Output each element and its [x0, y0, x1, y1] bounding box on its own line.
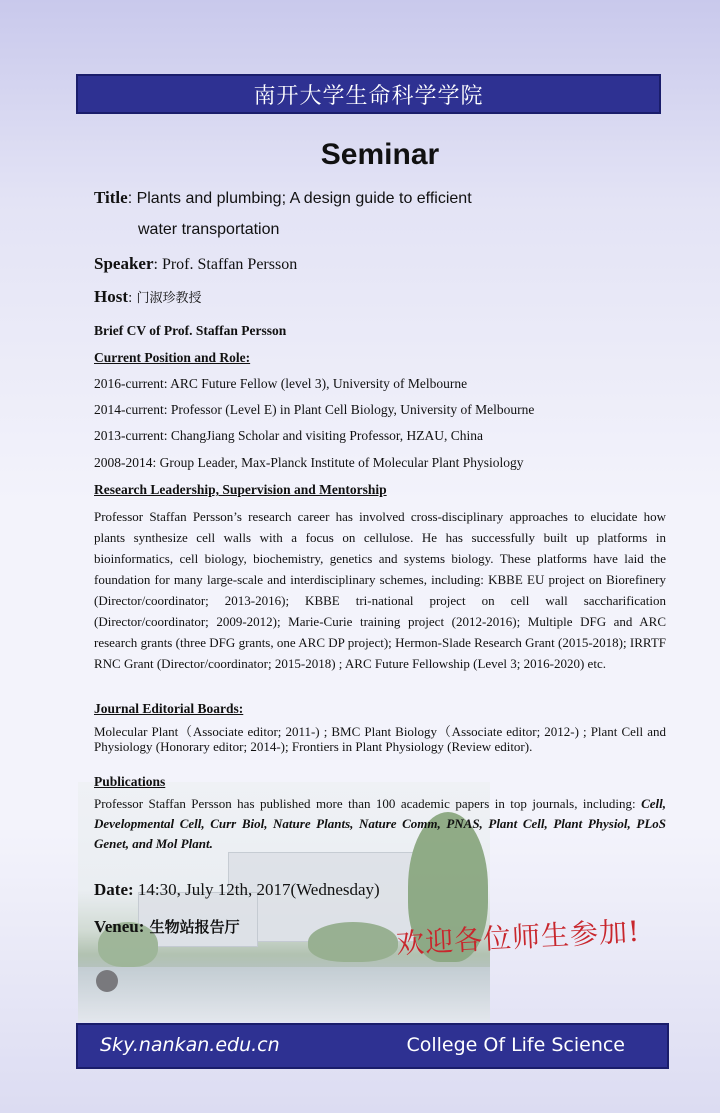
event-venue: [94, 916, 240, 937]
date-label: Date:: [94, 880, 134, 899]
host-field: [94, 287, 202, 307]
speaker-value: : Prof. Staffan Persson: [153, 256, 298, 273]
venue-value: 生物站报告厅: [144, 918, 240, 936]
title-label: Title: [94, 188, 128, 207]
talk-title-line-2: water transportation: [138, 221, 280, 238]
publications-heading: Publications: [94, 774, 166, 789]
event-date: [94, 880, 380, 900]
date-value: 14:30, July 12th, 2017(Wednesday): [133, 880, 380, 899]
editorial-paragraph: Molecular Plant（Associate editor; 2011-) ; BMC Plant Biology（Associate editor; 2012-) ; Plant Cell and Physiology (Honorary editor; 2014-); Frontiers in Plant Physiology (Review editor).: [94, 724, 666, 754]
title-text-1: : Plants and plumbing; A design guide to efficient: [127, 190, 472, 207]
editorial-heading: Journal Editorial Boards:: [94, 701, 244, 716]
publications-paragraph: [94, 794, 666, 854]
cv-heading: Brief CV of Prof. Staffan Persson: [94, 323, 287, 338]
positions-heading: Current Position and Role:: [94, 350, 251, 365]
water-shape: [78, 967, 490, 1022]
website-link[interactable]: Sky.nankan.edu.cn: [100, 1034, 280, 1056]
position-item: 2008-2014: Group Leader, Max-Planck Institute of Molecular Plant Physiology: [94, 455, 524, 470]
research-paragraph: Professor Staffan Persson’s research career has involved cross-disciplinary approaches to elucidate how plants synthesize cell walls with a focus on cellulose. He has successfully built up platforms in bioinformatics, cell biology, biochemistry, genetics and systems biology. These platforms have laid the foundation for many large-scale and interdisciplinary schemes, including: KBBE EU project on Biorefinery (Director/coordinator; 2013-2016); KBBE tri-national project on cell wall saccharification (Director/coordinator; 2009-2012); Marie-Curie training project (2012-2016); Multiple DFG and ARC research grants (three DFG grants, one ARC DP project); Hermon-Slade Research Grant (2015-2018); IRRTF RNC Grant (Director/coordinator; 2015-2018) ; ARC Future Fellowship (Level 3; 2016-2020) etc.: [94, 509, 666, 671]
publications-text: Professor Staffan Persson has published more than 100 academic papers in top journals, including:: [94, 796, 642, 811]
host-label: Host: [94, 287, 128, 306]
footer-banner: [76, 1023, 669, 1069]
welcome-message: 欢迎各位师生参加!: [395, 914, 642, 961]
speaker-label: Speaker: [94, 254, 154, 273]
position-item: 2013-current: ChangJiang Scholar and visiting Professor, HZAU, China: [94, 428, 484, 443]
position-item: 2016-current: ARC Future Fellow (level 3), University of Melbourne: [94, 376, 468, 391]
position-item: 2014-current: Professor (Level E) in Plant Cell Biology, University of Melbourne: [94, 402, 535, 417]
talk-title-line-1: [94, 188, 472, 208]
college-name: College Of Life Science: [406, 1034, 625, 1056]
tree-shape: [308, 922, 398, 962]
venue-label: Veneu:: [94, 917, 145, 936]
publications-journals: Cell, Developmental Cell, Curr Biol, Nature Plants, Nature Comm, PNAS, Plant Cell, Plant Physiol, PLoS Genet, and Mol Plant.: [94, 796, 666, 851]
header-title: 南开大学生命科学学院: [253, 83, 484, 109]
research-heading: Research Leadership, Supervision and Mentorship: [94, 482, 387, 497]
host-value: : 门淑珍教授: [128, 291, 202, 306]
speaker-field: [94, 254, 297, 274]
seminar-heading: Seminar: [320, 138, 440, 171]
logo-mark-icon: [96, 970, 118, 992]
header-banner: [76, 74, 661, 114]
